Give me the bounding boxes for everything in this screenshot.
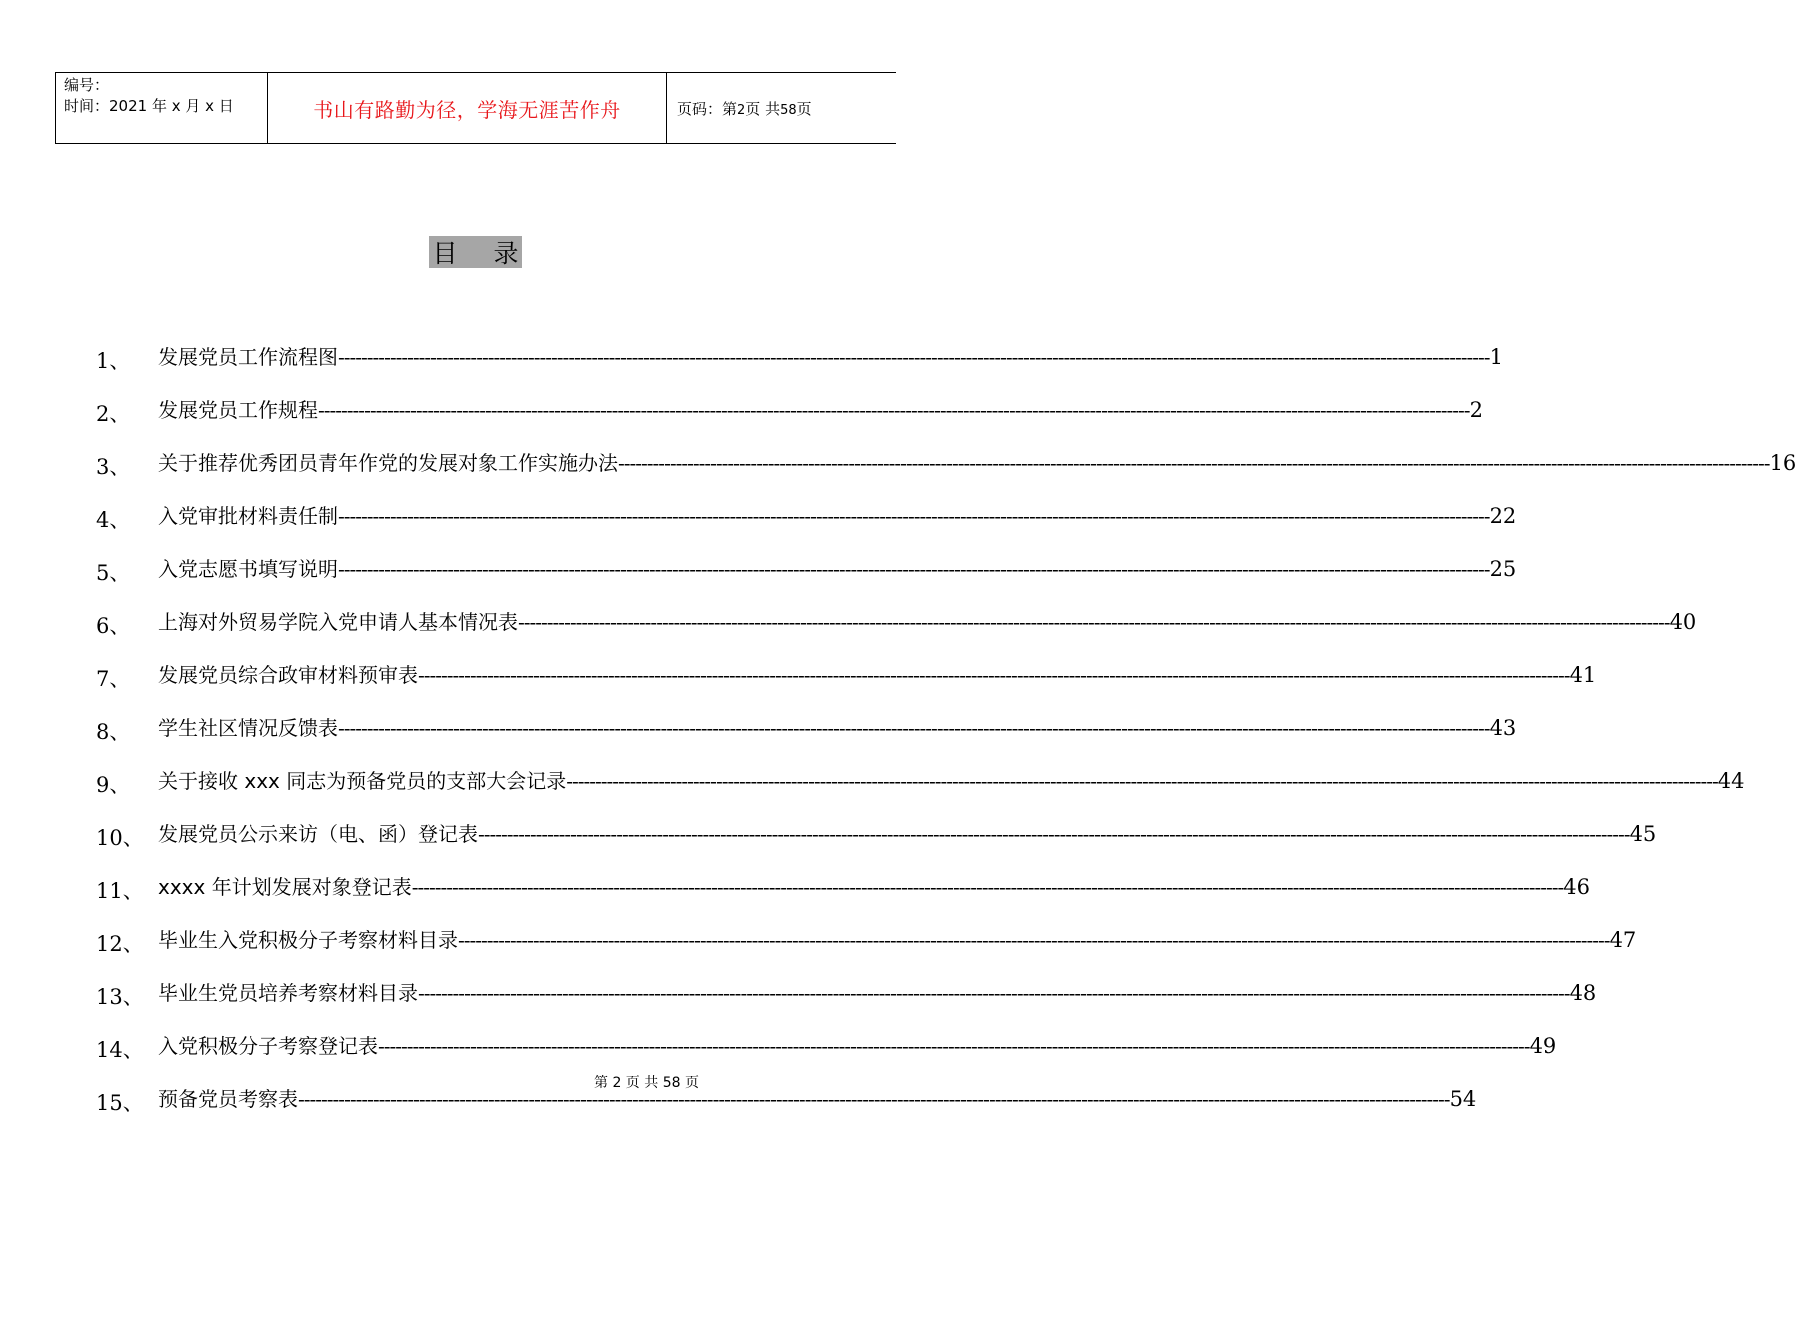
toc-entry-number: 5、 (96, 561, 131, 585)
toc-entry-number: 4、 (96, 508, 131, 532)
toc-entry-body (158, 977, 1597, 1009)
footer-page-number: 第 2 页 共 58 页 (594, 1075, 699, 1091)
header-page-prefix: 页码：第 (677, 99, 738, 118)
toc-entry[interactable] (96, 447, 1796, 500)
toc-entry[interactable] (96, 924, 1637, 977)
toc-dot-leader: -------------------------------------------------------------------------------------------------------------------------------------------------------------------------------------------------------- (338, 345, 1490, 369)
toc-entry[interactable] (96, 765, 1745, 818)
toc-dot-leader: -------------------------------------------------------------------------------------------------------------------------------------------------------------------------------------------------------- (566, 769, 1718, 793)
toc-entry-number: 8、 (96, 720, 131, 744)
header-page-current: 2 (737, 102, 746, 118)
header-page-number (677, 98, 812, 119)
toc-entry-body (158, 606, 1697, 638)
toc-dot-leader: -------------------------------------------------------------------------------------------------------------------------------------------------------------------------------------------------------- (418, 663, 1570, 687)
toc-entry[interactable] (96, 1083, 1477, 1136)
toc-entry[interactable] (96, 500, 1517, 553)
toc-entry-page: 45 (1629, 822, 1657, 846)
toc-entry-number: 14、 (96, 1038, 144, 1062)
toc-entry-title: 毕业生党员培养考察材料目录 (158, 981, 418, 1005)
toc-dot-leader: -------------------------------------------------------------------------------------------------------------------------------------------------------------------------------------------------------- (418, 981, 1570, 1005)
toc-entry[interactable] (96, 712, 1517, 765)
toc-dot-leader: -------------------------------------------------------------------------------------------------------------------------------------------------------------------------------------------------------- (338, 504, 1490, 528)
toc-entry[interactable] (96, 606, 1697, 659)
page-header (55, 72, 896, 144)
toc-entry-body (158, 500, 1517, 532)
toc-entry[interactable] (96, 659, 1597, 712)
document-time-label: 时间：2021 年 x 月 x 日 (64, 97, 234, 115)
toc-entry-body (158, 712, 1517, 744)
toc-entry-number: 15、 (96, 1091, 144, 1115)
toc-entry-body (158, 924, 1637, 956)
toc-entry-page: 22 (1489, 504, 1517, 528)
toc-entry-title: xxxx 年计划发展对象登记表 (158, 875, 412, 899)
toc-entry-body (158, 1083, 1477, 1115)
toc-entry-number: 10、 (96, 826, 144, 850)
toc-entry-title: 发展党员综合政审材料预审表 (158, 663, 418, 687)
toc-entry-body (158, 659, 1597, 691)
toc-entry-title: 关于推荐优秀团员青年作党的发展对象工作实施办法 (158, 451, 618, 475)
toc-heading-text: 目录 (432, 239, 555, 268)
header-meta-cell (55, 73, 268, 143)
toc-entry[interactable] (96, 1030, 1557, 1083)
toc-entry-body (158, 447, 1796, 479)
toc-entry-body (158, 871, 1590, 903)
header-page-suffix: 页 (796, 99, 812, 118)
toc-entry-title: 预备党员考察表 (158, 1087, 298, 1111)
header-motto-cell (268, 73, 667, 143)
toc-dot-leader: -------------------------------------------------------------------------------------------------------------------------------------------------------------------------------------------------------- (298, 1087, 1450, 1111)
toc-entry-page: 54 (1449, 1087, 1477, 1111)
table-of-contents (96, 341, 1796, 1136)
toc-dot-leader: -------------------------------------------------------------------------------------------------------------------------------------------------------------------------------------------------------- (338, 716, 1490, 740)
toc-entry-page: 46 (1563, 875, 1590, 899)
toc-entry-title: 毕业生入党积极分子考察材料目录 (158, 928, 458, 952)
toc-entry-body (158, 553, 1517, 585)
toc-entry-page: 49 (1529, 1034, 1557, 1058)
toc-dot-leader: -------------------------------------------------------------------------------------------------------------------------------------------------------------------------------------------------------- (338, 557, 1490, 581)
toc-entry[interactable] (96, 977, 1597, 1030)
toc-entry-page: 48 (1569, 981, 1597, 1005)
toc-heading (429, 236, 555, 268)
toc-entry-title: 发展党员公示来访（电、函）登记表 (158, 822, 478, 846)
toc-entry-number: 3、 (96, 455, 131, 479)
toc-dot-leader: -------------------------------------------------------------------------------------------------------------------------------------------------------------------------------------------------------- (458, 928, 1610, 952)
toc-entry-page: 43 (1489, 716, 1517, 740)
toc-entry-title: 学生社区情况反馈表 (158, 716, 338, 740)
toc-entry-number: 11、 (96, 879, 144, 903)
toc-entry-body (158, 1030, 1557, 1062)
toc-entry-body (158, 394, 1483, 426)
toc-entry-page: 25 (1489, 557, 1517, 581)
toc-entry-title: 入党审批材料责任制 (158, 504, 338, 528)
toc-entry-page: 47 (1609, 928, 1637, 952)
toc-entry-page: 2 (1469, 398, 1483, 422)
toc-entry-number: 7、 (96, 667, 131, 691)
toc-dot-leader: -------------------------------------------------------------------------------------------------------------------------------------------------------------------------------------------------------- (318, 398, 1470, 422)
toc-dot-leader: -------------------------------------------------------------------------------------------------------------------------------------------------------------------------------------------------------- (618, 451, 1770, 475)
toc-entry-title: 上海对外贸易学院入党申请人基本情况表 (158, 610, 518, 634)
toc-entry-page: 41 (1569, 663, 1597, 687)
toc-entry-number: 9、 (96, 773, 131, 797)
toc-entry[interactable] (96, 553, 1517, 606)
toc-entry-title: 发展党员工作流程图 (158, 345, 338, 369)
toc-entry-number: 12、 (96, 932, 144, 956)
header-page-mid: 页 共 (745, 99, 781, 118)
toc-dot-leader: -------------------------------------------------------------------------------------------------------------------------------------------------------------------------------------------------------- (518, 610, 1670, 634)
toc-entry-page: 1 (1489, 345, 1503, 369)
toc-dot-leader: -------------------------------------------------------------------------------------------------------------------------------------------------------------------------------------------------------- (411, 875, 1564, 899)
toc-entry-page: 16 (1769, 451, 1796, 475)
toc-dot-leader: -------------------------------------------------------------------------------------------------------------------------------------------------------------------------------------------------------- (478, 822, 1630, 846)
toc-entry-page: 44 (1717, 769, 1745, 793)
toc-entry-number: 2、 (96, 402, 131, 426)
toc-entry-body (158, 765, 1745, 797)
toc-entry[interactable] (96, 818, 1657, 871)
toc-entry[interactable] (96, 871, 1590, 924)
toc-entry-body (158, 341, 1503, 373)
toc-entry[interactable] (96, 394, 1483, 447)
toc-entry[interactable] (96, 341, 1503, 394)
document-number-label: 编号： (64, 76, 110, 94)
toc-entry-number: 1、 (96, 349, 131, 373)
header-motto: 书山有路勤为径，学海无涯苦作舟 (313, 97, 621, 122)
toc-entry-title: 入党志愿书填写说明 (158, 557, 338, 581)
header-page-total: 58 (780, 102, 797, 118)
toc-entry-body (158, 818, 1657, 850)
toc-entry-number: 6、 (96, 614, 131, 638)
toc-entry-page: 40 (1669, 610, 1697, 634)
toc-entry-title: 关于接收 xxx 同志为预备党员的支部大会记录 (158, 769, 567, 793)
toc-dot-leader: -------------------------------------------------------------------------------------------------------------------------------------------------------------------------------------------------------- (378, 1034, 1530, 1058)
header-page-cell (667, 73, 896, 143)
toc-entry-number: 13、 (96, 985, 144, 1009)
toc-entry-title: 发展党员工作规程 (158, 398, 318, 422)
toc-entry-title: 入党积极分子考察登记表 (158, 1034, 378, 1058)
